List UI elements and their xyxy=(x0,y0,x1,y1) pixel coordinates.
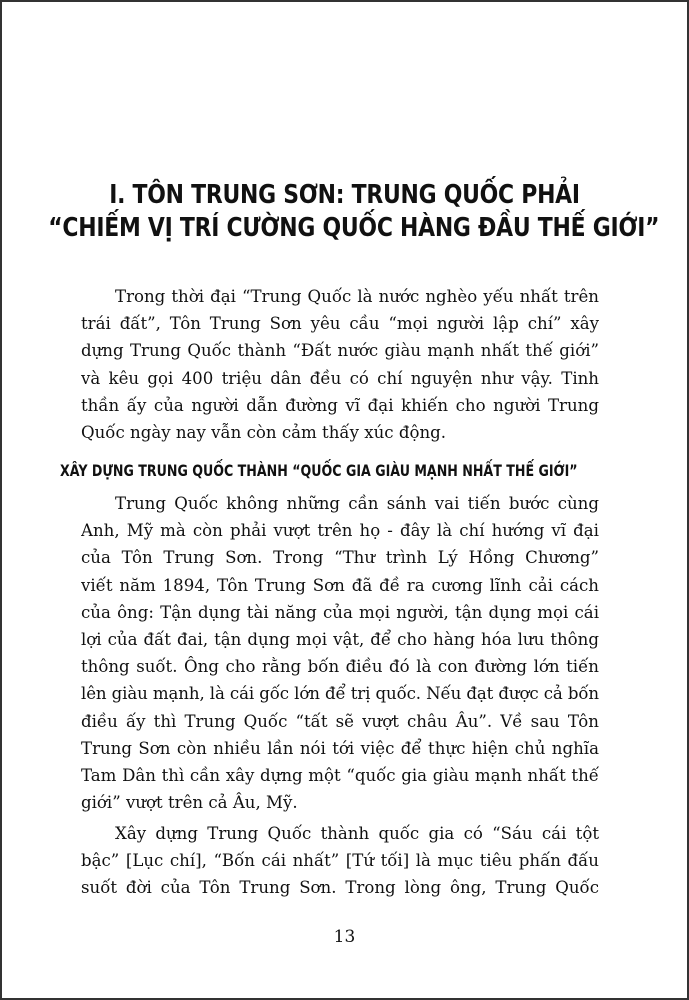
paragraph-1 xyxy=(81,283,599,446)
paragraph-3 xyxy=(81,820,599,902)
paragraph-line: lên giàu mạnh, là cái gốc lớn để trị quốc. Nếu đạt được cả bốn xyxy=(81,684,599,704)
paragraph-2 xyxy=(81,490,599,816)
paragraph-line: của Tôn Trung Sơn. Trong “Thư trình Lý Hồng Chương” xyxy=(81,548,599,568)
paragraph-line: Trung Quốc không những cần sánh vai tiến bước cùng xyxy=(115,494,599,513)
paragraph-line: bậc” [Lục chí], “Bốn cái nhất” [Tứ tối] là mục tiêu phấn đấu xyxy=(81,851,599,871)
paragraph-line: Trong thời đại “Trung Quốc là nước nghèo yếu nhất trên xyxy=(115,287,599,306)
paragraph-line: của ông: Tận dụng tài năng của mọi người, tận dụng mọi cái xyxy=(81,602,599,622)
paragraph-line: Quốc ngày nay vẫn còn cảm thấy xúc động. xyxy=(81,422,447,442)
section-heading: XÂY DỰNG TRUNG QUỐC THÀNH “QUỐC GIA GIÀU MẠNH NHẤT THẾ GIỚI” xyxy=(60,461,578,480)
paragraph-line: điều ấy thì Trung Quốc “tất sẽ vượt châu Âu”. Về sau Tôn xyxy=(81,711,599,731)
paragraph-line: Trung Sơn còn nhiều lần nói tới việc để thực hiện chủ nghĩa xyxy=(81,738,599,758)
paragraph-line: và kêu gọi 400 triệu dân đều có chí nguyện như vậy. Tinh xyxy=(81,368,599,388)
paragraph-line: viết năm 1894, Tôn Trung Sơn đã đề ra cương lĩnh cải cách xyxy=(81,575,599,595)
paragraph-line: Tam Dân thì cần xây dựng một “quốc gia giàu mạnh nhất thế xyxy=(81,765,599,785)
paragraph-line: thần ấy của người dẫn đường vĩ đại khiến cho người Trung xyxy=(81,395,599,415)
paragraph-line: trái đất”, Tôn Trung Sơn yêu cầu “mọi người lập chí” xây xyxy=(81,314,599,334)
paragraph-line: Anh, Mỹ mà còn phải vượt trên họ - đây là chí hướng vĩ đại xyxy=(81,521,599,541)
paragraph-line: Xây dựng Trung Quốc thành quốc gia có “Sáu cái tột xyxy=(115,824,599,843)
chapter-title-line-2: “CHIẾM VỊ TRÍ CƯỜNG QUỐC HÀNG ĐẦU THẾ GIỚI” xyxy=(48,213,660,243)
paragraph-line: dựng Trung Quốc thành “Đất nước giàu mạnh nhất thế giới” xyxy=(81,341,599,361)
paragraph-line: suốt đời của Tôn Trung Sơn. Trong lòng ông, Trung Quốc xyxy=(81,878,599,898)
chapter-title-line-1: I. TÔN TRUNG SƠN: TRUNG QUỐC PHẢI xyxy=(109,180,580,210)
paragraph-line: giới” vượt trên cả Âu, Mỹ. xyxy=(81,793,298,813)
paragraph-line: lợi của đất đai, tận dụng mọi vật, để cho hàng hóa lưu thông xyxy=(81,629,599,649)
page-number: 13 xyxy=(333,927,356,947)
paragraph-line: thông suốt. Ông cho rằng bốn điều đó là con đường lớn tiến xyxy=(81,657,599,677)
